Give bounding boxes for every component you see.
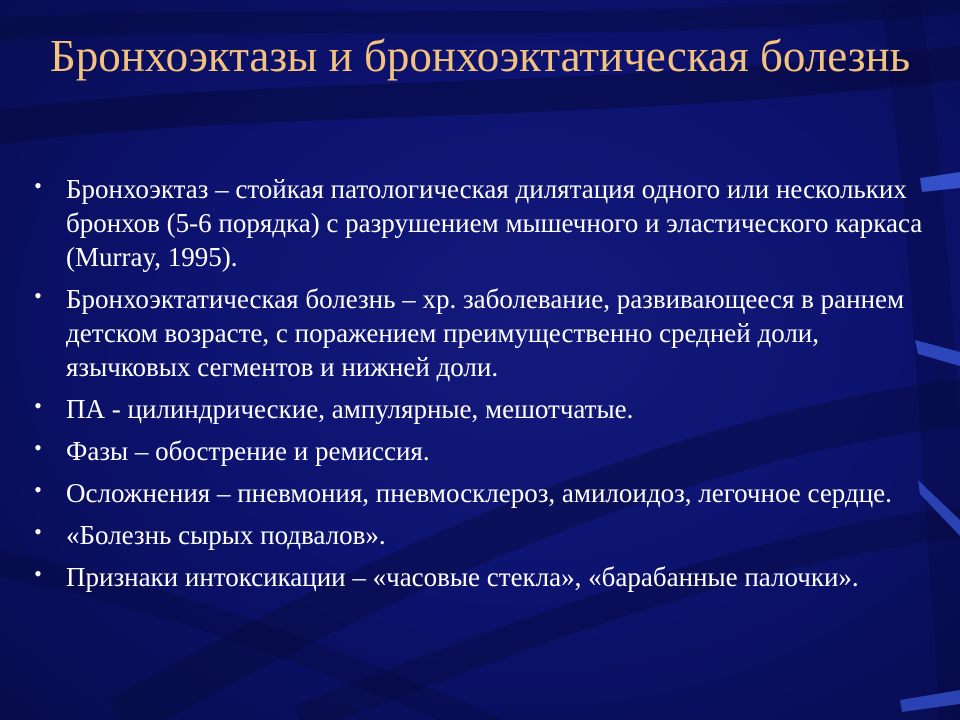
list-item xyxy=(28,434,948,468)
list-item xyxy=(28,172,948,274)
bullet-text: Осложнения – пневмония, пневмосклероз, амилоидоз, легочное сердце. xyxy=(66,478,892,508)
bullet-icon: • xyxy=(34,173,42,198)
list-item xyxy=(28,476,948,510)
bullet-list xyxy=(28,172,948,602)
list-item xyxy=(28,518,948,552)
bullet-icon: • xyxy=(34,393,42,418)
list-item xyxy=(28,560,948,594)
bullet-text: Бронхоэктатическая болезнь – хр. заболевание, развивающееся в раннем детском возрасте, с поражением преимущественно средней доли, язычковых сегментов и нижней доли. xyxy=(66,284,905,382)
bullet-text: «Болезнь сырых подвалов». xyxy=(66,520,386,550)
bullet-text: Признаки интоксикации – «часовые стекла», «барабанные палочки». xyxy=(66,562,859,592)
bullet-icon: • xyxy=(34,477,42,502)
bullet-text: ПА - цилиндрические, ампулярные, мешотчатые. xyxy=(66,394,634,424)
slide-title: Бронхоэктазы и бронхоэктатическая болезнь xyxy=(49,31,911,81)
list-item xyxy=(28,392,948,426)
bullet-icon: • xyxy=(34,283,42,308)
bullet-text: Бронхоэктаз – стойкая патологическая дилятация одного или нескольких бронхов (5-6 порядка) с разрушением мышечного и эластического каркаса (Murray, 1995). xyxy=(66,174,923,272)
list-item xyxy=(28,282,948,384)
bullet-text: Фазы – обострение и ремиссия. xyxy=(66,436,430,466)
bullet-icon: • xyxy=(34,561,42,586)
bullet-icon: • xyxy=(34,519,42,544)
bullet-icon: • xyxy=(34,435,42,460)
